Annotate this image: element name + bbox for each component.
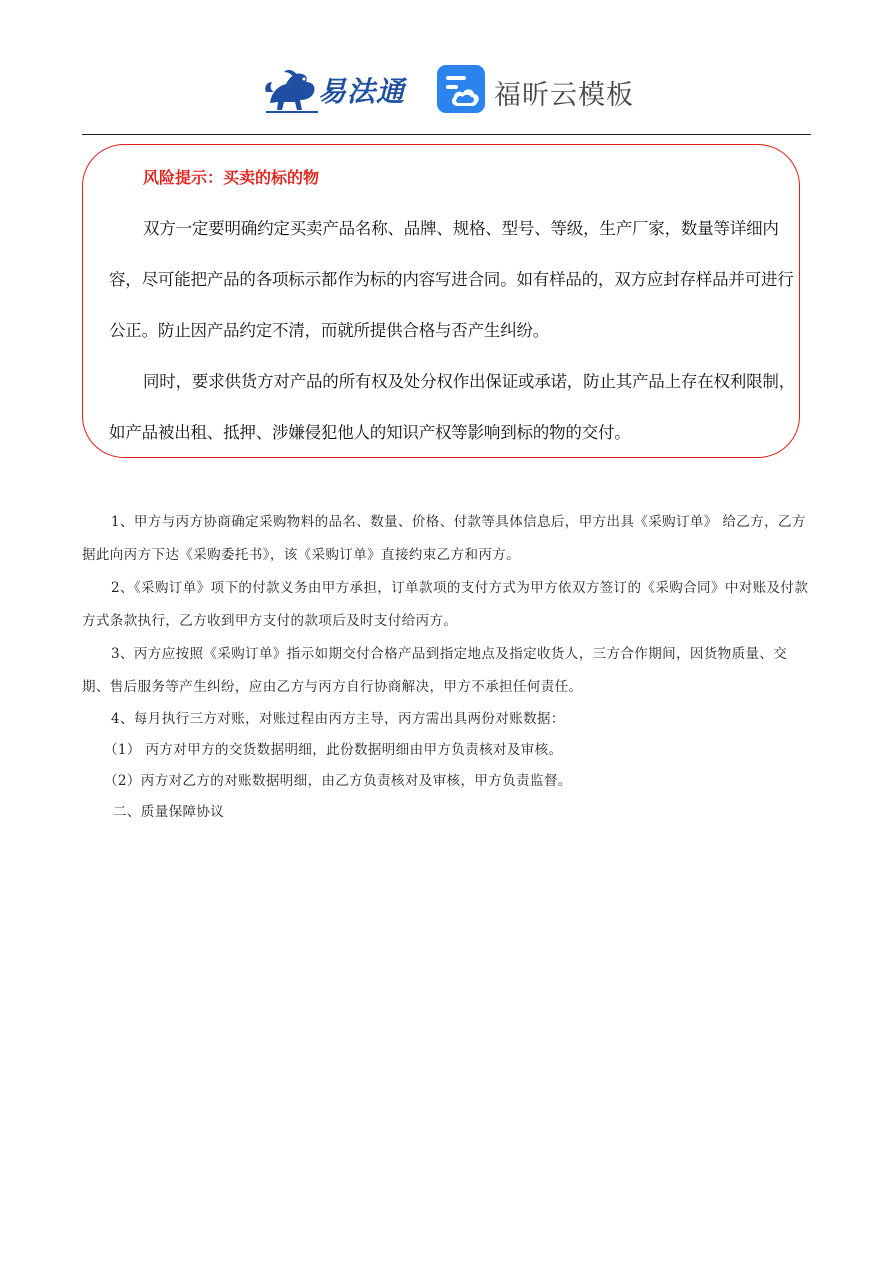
contract-body — [82, 506, 814, 828]
risk-notice-paragraph: 双方一定要明确约定买卖产品名称、品牌、规格、型号、等级，生产厂家，数量等详细内容，尽可能把产品的各项标示都作为标的内容写进合同。如有样品的，双方应封存样品并可进行公正。防止因产品约定不清，而就所提供合格与否产生纠纷。 — [109, 219, 794, 340]
page-header — [0, 56, 893, 122]
clause-4: 4、每月执行三方对账，对账过程由丙方主导，丙方需出具两份对账数据： — [111, 711, 565, 727]
clause-3: 3、丙方应按照《采购订单》指示如期交付合格产品到指定地点及指定收货人，三方合作期间，因货物质量、交期、售后服务等产生纠纷，应由乙方与丙方自行协商解决，甲方不承担任何责任。 — [82, 646, 788, 695]
fuxin-template-logo — [436, 64, 636, 120]
clause-2: 2、《采购订单》项下的付款义务由甲方承担，订单款项的支付方式为甲方依双方签订的《采购合同》中对账及付款方式条款执行，乙方收到甲方支付的款项后及时支付给丙方。 — [82, 580, 809, 629]
risk-notice-paragraph: 同时，要求供货方对产品的所有权及处分权作出保证或承诺，防止其产品上存在权利限制，如产品被出租、抵押、涉嫌侵犯他人的知识产权等影响到标的物的交付。 — [109, 372, 796, 442]
risk-notice-title: 风险提示：买卖的标的物 — [143, 168, 320, 187]
risk-notice-box — [82, 144, 800, 458]
sub-item-2: （2）丙方对乙方的对账数据明细，由乙方负责核对及审核，甲方负责监督。 — [104, 773, 572, 789]
fuxin-template-logo-text: 福昕云模板 — [494, 80, 634, 110]
sub-item-1: （1） 丙方对甲方的交货数据明细，此份数据明细由甲方负责核对及审核。 — [104, 742, 563, 758]
yifatong-logo-text: 易法通 — [318, 75, 406, 108]
section-heading-quality: 二、质量保障协议 — [113, 804, 225, 820]
yifatong-logo — [262, 62, 412, 116]
qilin-icon — [262, 62, 322, 116]
cloud-document-icon — [436, 64, 486, 114]
header-divider — [82, 134, 811, 135]
clause-1: 1、甲方与丙方协商确定采购物料的品名、数量、价格、付款等具体信息后，甲方出具《采购订单》 给乙方，乙方据此向丙方下达《采购委托书》，该《采购订单》直接约束乙方和丙方。 — [82, 514, 806, 563]
